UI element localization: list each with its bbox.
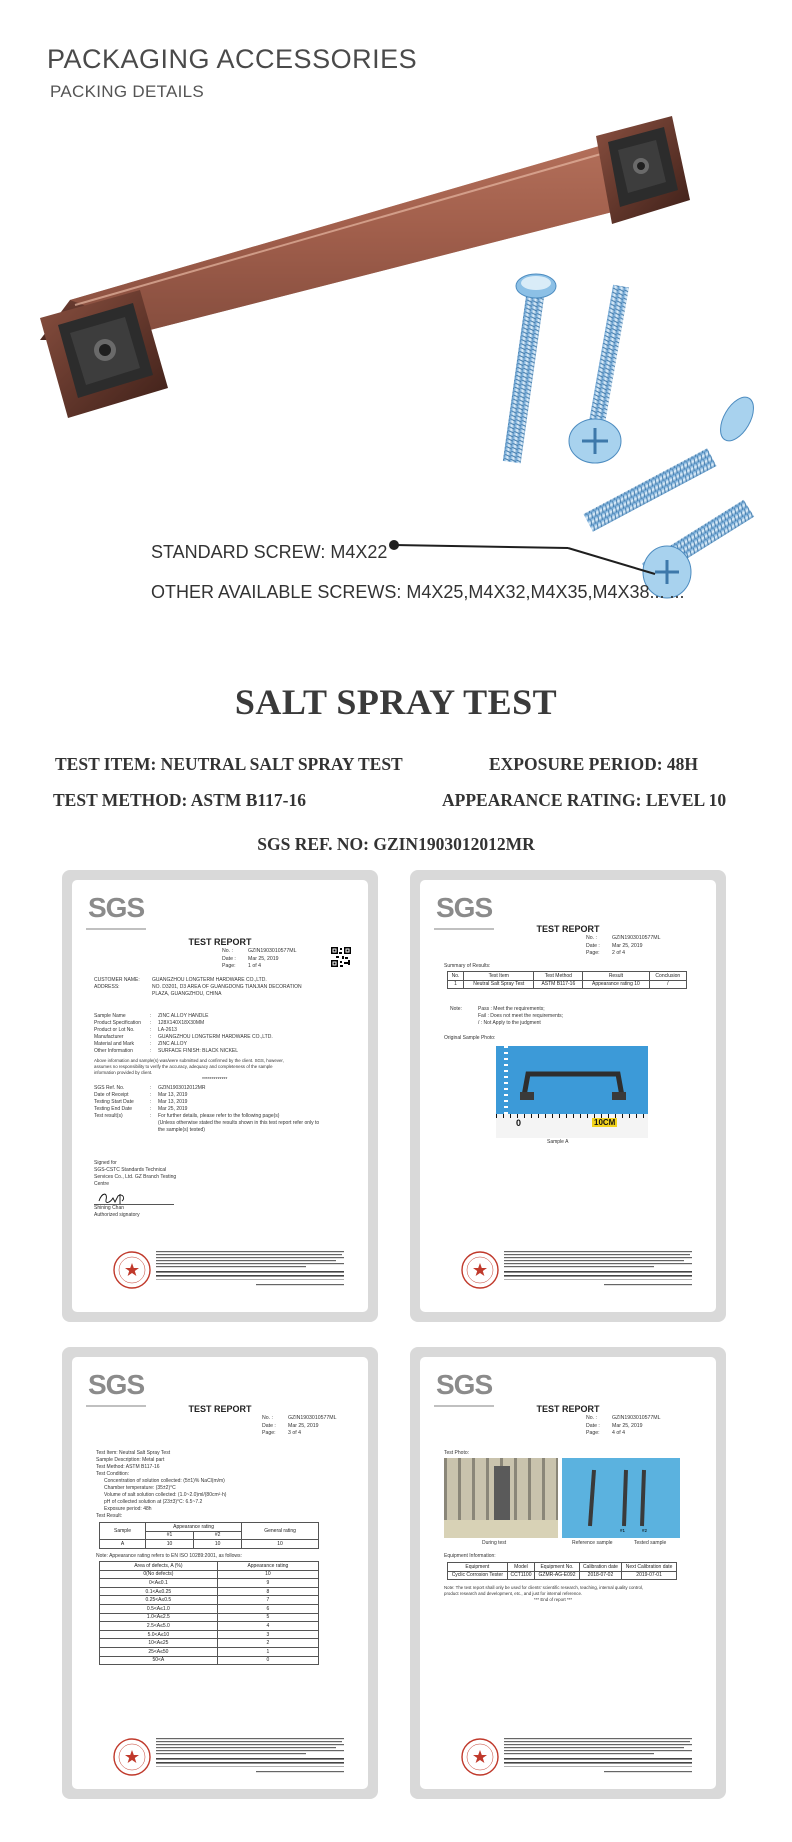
page-title: PACKAGING ACCESSORIES — [47, 44, 418, 74]
result-notes: Pass : Meet the requirements; Fail : Does not meet the requirements; / : Not Apply to the judgment — [478, 1006, 564, 1026]
handle-right-base — [596, 116, 690, 224]
sgs-logo: SGS — [436, 892, 493, 923]
samples-photo — [562, 1458, 680, 1538]
photo-label: Original Sample Photo: — [444, 1035, 496, 1041]
official-stamp-icon — [112, 1250, 152, 1290]
ruler-ten-cm: 10CM — [594, 1118, 616, 1127]
legal-fineprint — [156, 1250, 346, 1292]
chamber-floor — [444, 1520, 558, 1538]
rating-note: Note: Appearance rating refers to EN ISO 10289:2001, as follows: — [96, 1553, 242, 1559]
sample-handle-image — [518, 1066, 628, 1102]
report-meta: No. : GZIN1903010577ML Date : Mar 25, 2019 Page: 1 of 4 — [222, 948, 297, 969]
summary-table: No. Test Item Test Method Result Conclusion 1 Neutral Salt Spray Test ASTM B117-16 Appearance rating 10 / — [447, 971, 687, 989]
report-page-3 — [62, 1347, 378, 1799]
signature-block: Signed for SGS-CSTC Standards Technical Services Co., Ltd. GZ Branch Testing Centre — [94, 1160, 177, 1187]
sgs-logo: SGS — [88, 1369, 145, 1400]
report-title: TEST REPORT — [536, 1404, 600, 1414]
disclaimer: Above information and sample(s) was/were submitted and confirmed by the client. SGS, however, assumes no responsibility to verify the accuracy, adequacy and completeness of the sample information provided by client. — [94, 1058, 284, 1075]
defects-table: Area of defects, A (%) Appearance rating 0(No defects) 10 0<A≤0.1 9 0.1<A≤0.25 8 0.25<A≤0.5 7 0.5<A≤1.0 6 1.0<A≤2.5 5 2.5<A≤5.0 4 5.0<A≤10 3 10<A≤25 2 25<A≤50 1 50<A 0 — [99, 1561, 319, 1665]
official-stamp-icon — [460, 1250, 500, 1290]
screw-2 — [569, 285, 629, 463]
customer-block: CUSTOMER NAME: GUANGZHOU LONGTERM HARDWARE CO.,LTD. ADDRESS: NO. D3201, D3 AREA OF GUANGDONG TIANJIAN DECORATION PLAZA, GUANGZHOU, CHINA — [94, 977, 302, 997]
qr-code-icon — [330, 946, 352, 968]
test-item-text: TEST ITEM: NEUTRAL SALT SPRAY TEST — [55, 754, 403, 774]
legal-fineprint — [156, 1737, 346, 1779]
screw-1 — [503, 274, 556, 463]
screw-pointer — [389, 540, 655, 574]
standard-screw-label: STANDARD SCREW: M4X22 — [151, 542, 388, 562]
sample-2-label: #2 — [642, 1528, 648, 1533]
equipment-label: Equipment Information: — [444, 1553, 496, 1559]
caption-tested: Tested sample — [634, 1540, 667, 1546]
report-meta: No. : GZIN1903010577ML Date : Mar 25, 2019 Page: 2 of 4 — [586, 935, 661, 956]
other-screws-label: OTHER AVAILABLE SCREWS: M4X25,M4X32,M4X35,M4X38... ... — [151, 582, 685, 602]
sgs-ref-text: SGS REF. NO: GZIN1903012012MR — [257, 834, 535, 854]
chamber-photo — [444, 1458, 558, 1538]
report-title: TEST REPORT — [536, 924, 600, 934]
test-conditions: Test Item: Neutral Salt Spray Test Sample Description: Metal part Test Method: ASTM B117-16 Test Condition: Concentration of solution collected: (5±1)% NaCl(m/m) Chamber temperature: (35±2)°C Volume of salt solution collected: (1.0~2.0)ml/(80cm²·h) pH of collected solution at (23±3)°C: 6.5~7.2 Exposure period: 48h Test Result: — [96, 1450, 227, 1519]
equipment-table: Equipment Model Equipment No. Calibration date Next Calibration date Cyclic Corrosion Tester CCT1100 GZMR-AG-E092 2018-07-02 2019-07-01 — [447, 1562, 677, 1580]
report-title: TEST REPORT — [188, 937, 252, 947]
sample-1-label: #1 — [620, 1528, 626, 1533]
ruler-strip — [496, 1114, 648, 1138]
sample-caption: Sample A — [547, 1139, 569, 1145]
report-meta: No. : GZIN1903010577ML Date : Mar 25, 2019 Page: 3 of 4 — [262, 1415, 337, 1436]
caption-during: During test — [482, 1540, 507, 1546]
caption-reference: Reference sample — [572, 1540, 613, 1546]
sgs-logo: SGS — [88, 892, 145, 923]
official-stamp-icon — [460, 1737, 500, 1777]
page-subtitle: PACKING DETAILS — [50, 82, 205, 101]
exposure-period-text: EXPOSURE PERIOD: 48H — [489, 754, 699, 774]
product-illustration — [0, 110, 792, 640]
ruler-zero: 0 — [516, 1118, 522, 1128]
salt-spray-title: SALT SPRAY TEST — [234, 682, 558, 722]
reference-rows: SGS Ref. No. : GZIN1903012012MR Date of Receipt : Mar 13, 2019 Testing Start Date : Mar 13, 2019 Testing End Date : Mar 25, 2019 Test result(s) : For further details, please refer to the following page(s) (Unless otherwise stated the results shown in this test report refer only to the sample(s) tested) — [94, 1085, 320, 1133]
summary-label: Summary of Results: — [444, 963, 491, 969]
signer-info: Shining Chan Authorized signatory — [94, 1205, 140, 1218]
report-page-1 — [62, 870, 378, 1322]
sgs-logo: SGS — [436, 1369, 493, 1400]
report-page-4 — [410, 1347, 726, 1799]
report-meta: No. : GZIN1903010577ML Date : Mar 25, 2019 Page: 4 of 4 — [586, 1415, 661, 1436]
legal-fineprint — [504, 1250, 694, 1292]
test-photo-label: Test Photo: — [444, 1450, 470, 1456]
report-title: TEST REPORT — [188, 1404, 252, 1414]
divider-stars: ************* — [202, 1077, 228, 1083]
report-note: Note: The test report shall only be used for clients' scientific research, teaching, internal quality control, product research and development, etc., and just for internal reference. *** End of report *** — [444, 1585, 644, 1602]
note-label: Note: — [450, 1006, 462, 1012]
sample-info-rows: Sample Name : ZINC ALLOY HANDLE Product Specification : 128X140X18X30MM Product or Lot No. : LA-2613 Manufacturer : GUANGZHOU LONGTERM HARDWARE CO.,LTD. Material and Mark : ZINC ALLOY Other Information : SURFACE FINISH: BLACK NICKEL — [94, 1013, 273, 1054]
test-method-text: TEST METHOD: ASTM B117-16 — [53, 790, 306, 810]
sample-photo — [496, 1046, 648, 1138]
logo-underline — [86, 928, 146, 930]
appearance-rating-text: APPEARANCE RATING: LEVEL 10 — [442, 790, 727, 810]
legal-fineprint — [504, 1737, 694, 1779]
cabinet-handle — [40, 116, 690, 418]
report-page-2 — [410, 870, 726, 1322]
official-stamp-icon — [112, 1737, 152, 1777]
handles-image — [582, 1466, 672, 1530]
rating-table: Sample Appearance rating General rating #1 #2 A 10 10 10 — [99, 1522, 319, 1549]
